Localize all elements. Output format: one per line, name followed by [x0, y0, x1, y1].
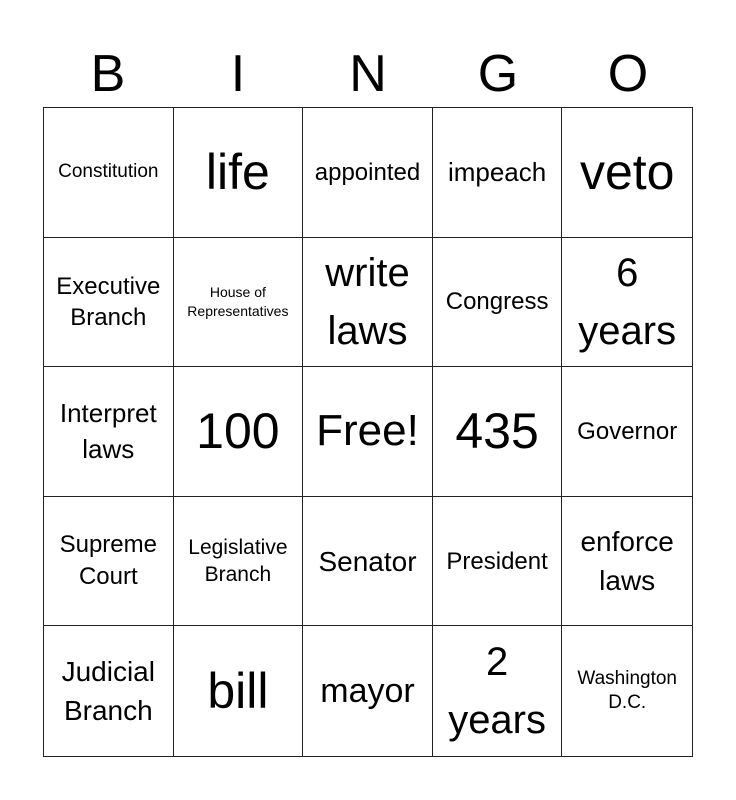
cell-text: Legislative Branch	[188, 535, 288, 587]
bingo-cell-r2c2[interactable]	[174, 238, 304, 368]
bingo-cell-r5c5[interactable]	[562, 626, 692, 756]
header-letter-b: B	[90, 45, 126, 103]
header-letter-o: O	[607, 45, 649, 103]
cell-text: Washington D.C.	[577, 667, 677, 714]
bingo-cell-r1c3[interactable]	[303, 108, 433, 238]
cell-text: write laws	[325, 250, 410, 353]
header-letter-g: G	[477, 45, 519, 103]
cell-text: veto	[579, 143, 675, 200]
bingo-cell-r4c4[interactable]	[433, 497, 563, 627]
cell-text: Congress	[445, 288, 549, 316]
bingo-cell-r4c1[interactable]	[44, 497, 174, 627]
bingo-cell-r4c2[interactable]	[174, 497, 304, 627]
bingo-cell-r2c5[interactable]	[562, 238, 692, 368]
bingo-header	[43, 40, 693, 108]
header-letter-n: N	[349, 45, 387, 103]
bingo-cell-r4c5[interactable]	[562, 497, 692, 627]
cell-text: House of Representatives	[187, 284, 289, 319]
cell-text: impeach	[447, 157, 547, 188]
bingo-cell-r1c2[interactable]	[174, 108, 304, 238]
bingo-cell-r5c4[interactable]	[433, 626, 563, 756]
bingo-cell-r3c2[interactable]	[174, 367, 304, 497]
bingo-cell-r3c1[interactable]	[44, 367, 174, 497]
bingo-cell-r3c3[interactable]	[303, 367, 433, 497]
cell-text: President	[446, 547, 548, 575]
bingo-cell-r2c3[interactable]	[303, 238, 433, 368]
bingo-cell-r5c1[interactable]	[44, 626, 174, 756]
cell-text: enforce laws	[580, 525, 674, 597]
cell-text: Judicial Branch	[61, 656, 155, 727]
bingo-cell-r4c3[interactable]	[303, 497, 433, 627]
cell-text: appointed	[314, 158, 421, 186]
cell-text: Interpret laws	[59, 398, 157, 465]
bingo-cell-r2c4[interactable]	[433, 238, 563, 368]
cell-text: 100	[196, 402, 280, 459]
cell-text: bill	[207, 662, 269, 719]
cell-text: 2 years	[448, 640, 546, 743]
cell-text: Senator	[318, 545, 417, 577]
cell-text: life	[205, 143, 270, 200]
bingo-cell-r5c3[interactable]	[303, 626, 433, 756]
cell-text: mayor	[320, 671, 415, 710]
cell-text: Constitution	[58, 160, 159, 182]
bingo-cell-r5c2[interactable]	[174, 626, 304, 756]
bingo-cell-r2c1[interactable]	[44, 238, 174, 368]
bingo-cell-r1c5[interactable]	[562, 108, 692, 238]
bingo-cell-r3c4[interactable]	[433, 367, 563, 497]
header-letter-i: I	[230, 45, 246, 103]
cell-text: Supreme Court	[59, 530, 157, 591]
cell-text: Executive Branch	[56, 272, 161, 331]
cell-text: Free!	[316, 406, 419, 456]
bingo-cell-r1c4[interactable]	[433, 108, 563, 238]
cell-text: 435	[455, 402, 539, 459]
cell-text: 6 years	[578, 250, 677, 353]
cell-text: Governor	[577, 417, 678, 445]
bingo-cell-r1c1[interactable]	[44, 108, 174, 238]
bingo-cell-r3c5[interactable]	[562, 367, 692, 497]
bingo-board	[43, 107, 693, 757]
